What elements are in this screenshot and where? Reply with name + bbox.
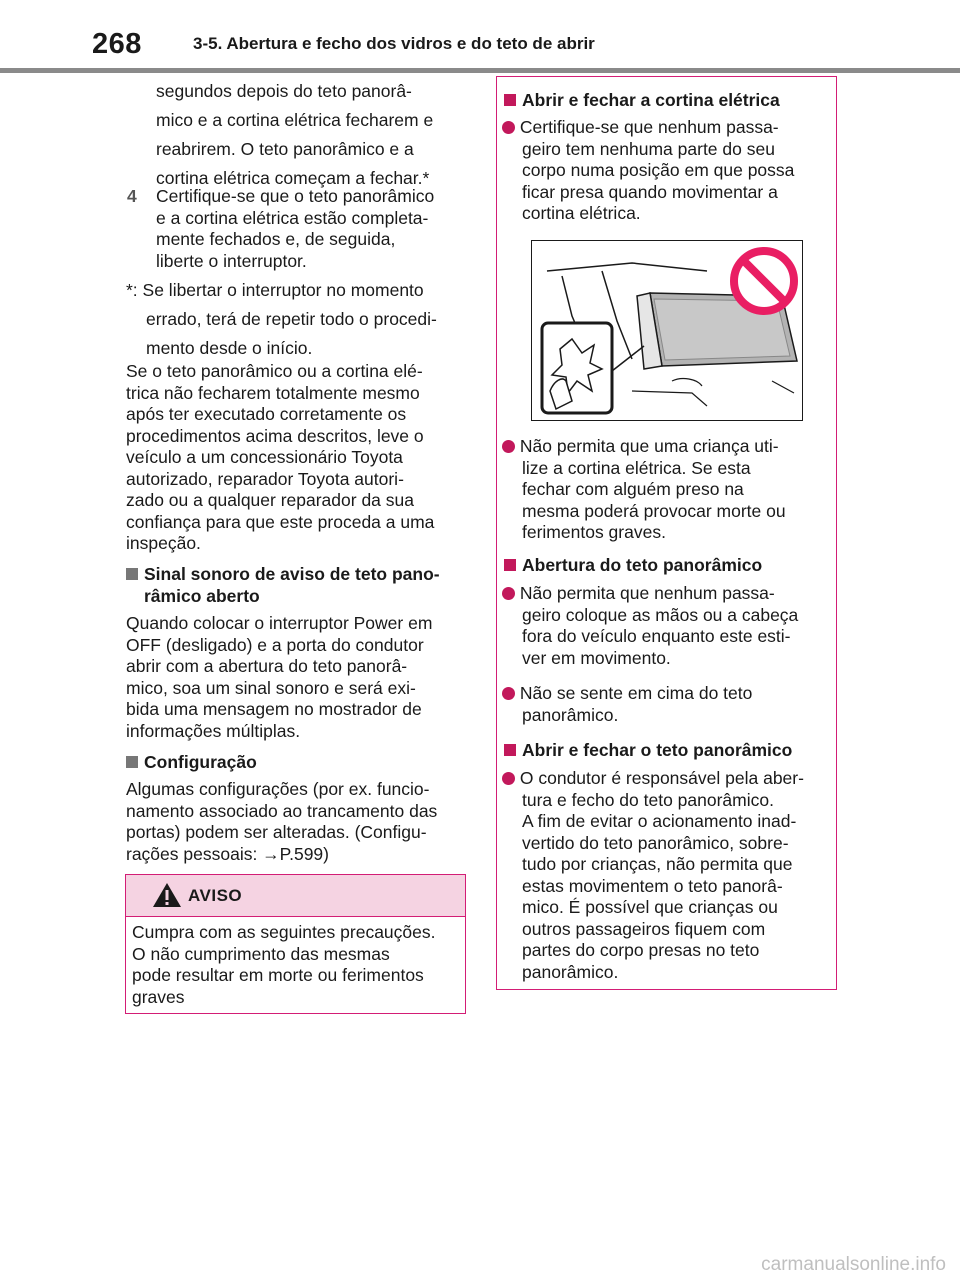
- warning-triangle-icon: [152, 882, 182, 908]
- page-number: 268: [92, 28, 142, 60]
- aviso-header: [126, 875, 465, 917]
- step-number: 4: [127, 186, 137, 206]
- section-title: 3-5. Abertura e fecho dos vidros e do teto de abrir: [193, 34, 595, 53]
- pink-dot-bullet: [502, 587, 515, 600]
- pink-square-bullet: [504, 94, 516, 106]
- bullet-abrir-teto: O condutor é responsável pela aber- tura e fecho do teto panorâmico. A fim de evitar o acionamento inad- vertido do teto panorâmico, sobre- tudo por crianças, não permita que estas movimentem o teto panorâ- mico. É possível que crianças ou outros passageiros fiquem com partes do corpo presas no teto panorâmico.: [502, 768, 832, 983]
- bullet-abertura-1: Não permita que nenhum passa- geiro coloque as mãos ou a cabeça fora do veículo enquanto este esti- ver em movimento.: [502, 583, 832, 669]
- illustration-curtain-hazard: [531, 240, 803, 421]
- aviso-box: [125, 874, 466, 1014]
- pink-square-bullet: [504, 559, 516, 571]
- heading-abertura: Abertura do teto panorâmico: [504, 555, 829, 577]
- footnote: *: Se libertar o interruptor no momento errado, terá de repetir todo o procedi- mento desde o início.: [126, 280, 437, 358]
- heading-abrir-teto: Abrir e fechar o teto panorâmico: [504, 740, 829, 762]
- pink-dot-bullet: [502, 772, 515, 785]
- bullet-abertura-2: Não se sente em cima do teto panorâmico.: [502, 683, 832, 726]
- gray-square-bullet: [126, 756, 138, 768]
- pink-dot-bullet: [502, 121, 515, 134]
- step-4-text: Certifique-se que o teto panorâmico e a cortina elétrica estão completa- mente fechados e, de seguida, liberte o interruptor.: [156, 186, 435, 271]
- inspection-paragraph: Se o teto panorâmico ou a cortina elé- trica não fecharem totalmente mesmo após ter executado corretamente os procedimentos acima descritos, leve o veículo a um concessionário Toyota autorizado, reparador Toyota autori- zado ou a qualquer reparador da sua confiança para que este proceda a uma inspeção.: [126, 361, 435, 553]
- heading-configuracao: Configuração: [126, 752, 471, 774]
- config-paragraph: Algumas configurações (por ex. funcio- namento associado ao trancamento das portas) podem ser alteradas. (Configu- rações pessoais: →P.599): [126, 779, 438, 864]
- watermark: carmanualsonline.info: [761, 1254, 946, 1275]
- pink-dot-bullet: [502, 440, 515, 453]
- bullet-cortina-2: Não permita que uma criança uti- lize a cortina elétrica. Se esta fechar com alguém preso na mesma poderá provocar morte ou ferimentos graves.: [502, 436, 832, 544]
- header-rule: [0, 68, 960, 73]
- bullet-cortina-1: Certifique-se que nenhum passa- geiro tem nenhuma parte do seu corpo numa posição em que possa ficar presa quando movimentar a cortina elétrica.: [502, 117, 832, 225]
- aviso-label: AVISO: [188, 886, 243, 905]
- gray-square-bullet: [126, 568, 138, 580]
- pink-dot-bullet: [502, 687, 515, 700]
- sinal-paragraph: Quando colocar o interruptor Power em OFF (desligado) e a porta do condutor abrir com a abertura do teto panorâ- mico, soa um sinal sonoro e será exi- bida uma mensagem no mostrador de informações múltiplas.: [126, 613, 433, 741]
- heading-cortina: Abrir e fechar a cortina elétrica: [504, 90, 829, 112]
- pink-square-bullet: [504, 744, 516, 756]
- aviso-body: Cumpra com as seguintes precauções. O não cumprimento das mesmas pode resultar em morte ou ferimentos graves: [132, 922, 436, 1007]
- heading-sinal: Sinal sonoro de aviso de teto pano- râmico aberto: [126, 564, 471, 607]
- curtain-illustration-drawing: [532, 241, 802, 420]
- intro-text: segundos depois do teto panorâ- mico e a cortina elétrica fecharem e reabrirem. O teto panorâmico e a cortina elétrica começam a fechar.*: [156, 81, 434, 188]
